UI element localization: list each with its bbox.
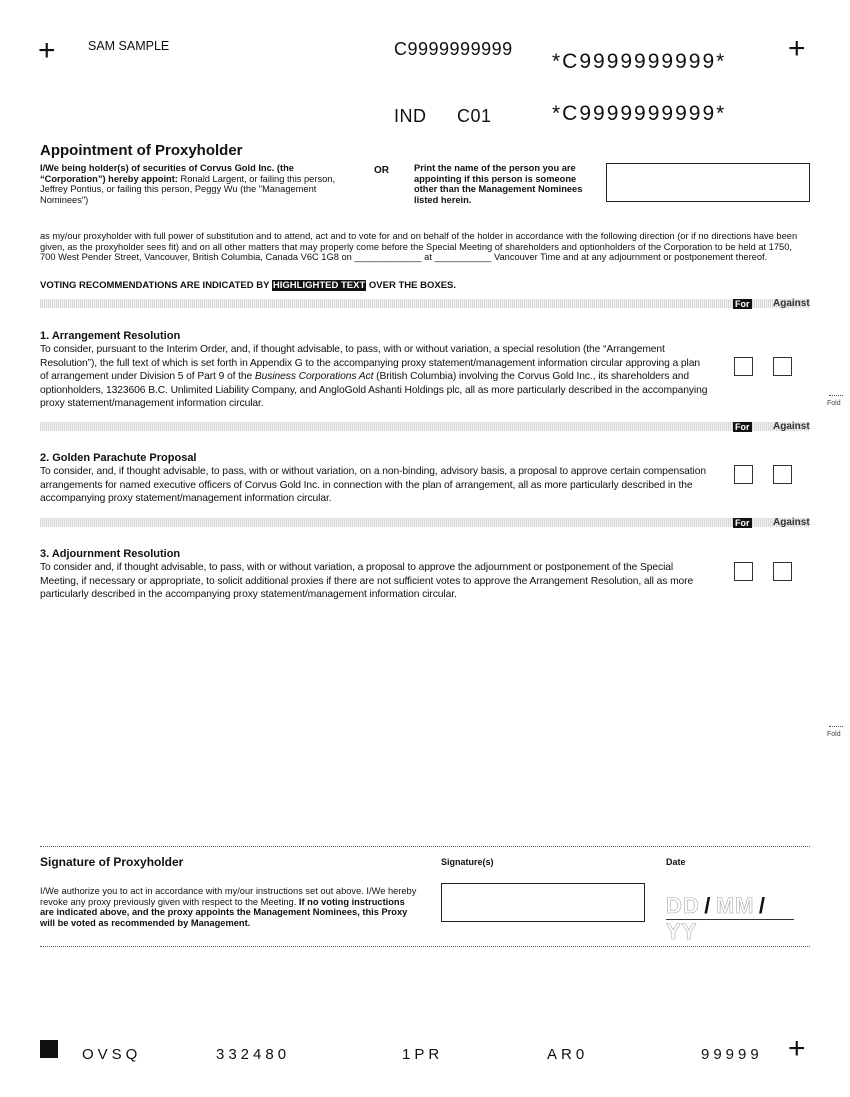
signature-section-bottom-rule — [40, 946, 810, 947]
appointment-intro — [40, 163, 338, 205]
print-name-instruction: Print the name of the person you are appointing if this person is someone other than the Management Nominees listed herein. — [414, 163, 583, 205]
voting-rec-prefix: VOTING RECOMMENDATIONS ARE INDICATED BY — [40, 280, 270, 291]
resolution-divider — [40, 299, 810, 308]
for-label: For — [735, 299, 750, 309]
ind-code: IND — [394, 106, 427, 126]
resolution-text-italic: Business Corporations Act — [254, 371, 374, 383]
date-separator: / — [704, 893, 712, 918]
appointment-title: Appointment of Proxyholder — [40, 142, 243, 159]
resolution-text: To consider and, if thought advisable, to pass, with or without variation, a proposal to approve the adjournment or postponement of the Special Meeting, if necessary or appropriate, to solicit additional proxies if there are not sufficient votes to approve the Arrangement Resolution, all as more particularly described in the accompanying proxy statement/management information circular. — [40, 562, 694, 601]
for-label: For — [735, 422, 750, 432]
resolution-2 — [40, 452, 710, 506]
resolution-title: 2. Golden Parachute Proposal — [40, 452, 197, 464]
barcode-second: *C9999999999* — [552, 102, 727, 125]
resolution-text — [40, 343, 710, 411]
appointment-intro-bold: I/We being holder(s) of securities of Corvus Gold Inc. (the “Corporation”) hereby appoint: — [40, 163, 294, 184]
resolution-1-for-checkbox[interactable] — [734, 357, 753, 376]
resolution-title: 3. Adjournment Resolution — [40, 548, 181, 560]
fold-label: Fold — [827, 731, 841, 738]
resolution-2-against-checkbox[interactable] — [773, 465, 792, 484]
date-mm-placeholder: MM — [715, 893, 755, 918]
resolution-divider — [40, 422, 810, 431]
footer-code-1: OVSQ — [82, 1046, 142, 1063]
footer-code-5: 99999 — [701, 1046, 763, 1063]
resolution-text-part: (British Columbia) involving the Corvus Gold Inc., its shareholders and optionholders, 1323606 B.C. Unlimited Liability Company, and AngloGold Ashanti Holdings plc, all as more particularly described in the accompanying proxy statement/management information circular. — [40, 371, 708, 410]
for-label: For — [735, 518, 750, 528]
date-label: Date — [666, 857, 686, 867]
signature-label: Signature(s) — [441, 857, 494, 867]
against-label: Against — [773, 298, 810, 309]
voting-rec-suffix: OVER THE BOXES. — [368, 280, 457, 291]
footer-code-2: 332480 — [216, 1046, 291, 1063]
resolution-1-against-checkbox[interactable] — [773, 357, 792, 376]
footer-code-4: AR0 — [547, 1046, 589, 1063]
signature-auth-plain: I/We authorize you to act in accordance with my/our instructions set out above. I/We hereby revoke any proxy previously given with respect to the Meeting. — [40, 886, 417, 907]
registration-square — [40, 1040, 58, 1058]
signature-section-top-rule — [40, 846, 810, 847]
control-number: C9999999999 — [394, 39, 513, 59]
signature-input[interactable] — [441, 883, 645, 922]
barcode-top: *C9999999999* — [552, 50, 727, 73]
registration-mark-bottom-right: + — [788, 1032, 806, 1065]
date-separator: / — [758, 893, 767, 918]
registration-mark-top-left: + — [38, 34, 56, 67]
resolution-text-part: To consider, pursuant to the Interim Order, and, if thought advisable, to pass, with or without variation, a special resolution (the “Arrangement Resolution”), the full text of which is set forth in Appendix G to the accompanying proxy statement/management information circular approving a plan of arrangement under Division 5 of Part 9 of the — [40, 344, 700, 383]
date-input[interactable] — [666, 893, 794, 944]
resolution-3 — [40, 548, 710, 602]
date-dd-placeholder: DD — [666, 893, 700, 918]
proxyholder-name-input[interactable] — [606, 163, 810, 202]
fold-label: Fold — [827, 400, 841, 407]
resolution-divider — [40, 518, 810, 527]
fold-line — [829, 395, 843, 396]
resolution-title: 1. Arrangement Resolution — [40, 330, 181, 342]
registration-mark-top-right: + — [788, 32, 806, 65]
fold-line — [829, 726, 843, 727]
class-code: C01 — [457, 106, 492, 126]
voting-recommendation-note — [40, 280, 456, 291]
or-label: OR — [374, 165, 389, 176]
signature-title: Signature of Proxyholder — [40, 855, 184, 869]
date-yy-placeholder: YY — [666, 919, 698, 944]
resolution-text: To consider, and, if thought advisable, to pass, with or without variation, on a non-binding, advisory basis, a proposal to approve certain compensation arrangements for named executive officers of Corvus Gold Inc. in connection with the plan of arrangement, all as more particularly described in the accompanying proxy statement/management information circular. — [40, 466, 706, 505]
signature-auth-bold: If no voting instructions are indicated above, and the proxy appoints the Management Nominees, this Proxy will be voted as recommended by Management. — [40, 896, 408, 928]
against-label: Against — [773, 517, 810, 528]
resolution-2-for-checkbox[interactable] — [734, 465, 753, 484]
appointment-intro-rest: Ronald Largent, or failing this person, Jeffrey Pontius, or failing this person, Peggy Wu (the "Management Nominees") — [40, 173, 336, 205]
holder-name: SAM SAMPLE — [88, 39, 170, 53]
proxy-paragraph: as my/our proxyholder with full power of substitution and to attend, act and to vote for and on behalf of the holder in accordance with the following direction (or if no directions have been given, as the proxyholder sees fit) and on all other matters that may properly come before the Special Meeting of shareholders and optionholders of the Corporation to be held at 1750, 700 West Pender Street, Vancouver, British Columbia, Canada V6C 1G8 on _____________ at ___________ Vancouver Time and at any adjournment or postponement thereof. — [40, 231, 798, 262]
resolution-1 — [40, 330, 710, 411]
signature-authorization-text — [40, 886, 418, 928]
against-label: Against — [773, 421, 810, 432]
voting-rec-highlight: HIGHLIGHTED TEXT — [272, 280, 366, 291]
resolution-3-for-checkbox[interactable] — [734, 562, 753, 581]
resolution-3-against-checkbox[interactable] — [773, 562, 792, 581]
footer-code-3: 1PR — [402, 1046, 444, 1063]
